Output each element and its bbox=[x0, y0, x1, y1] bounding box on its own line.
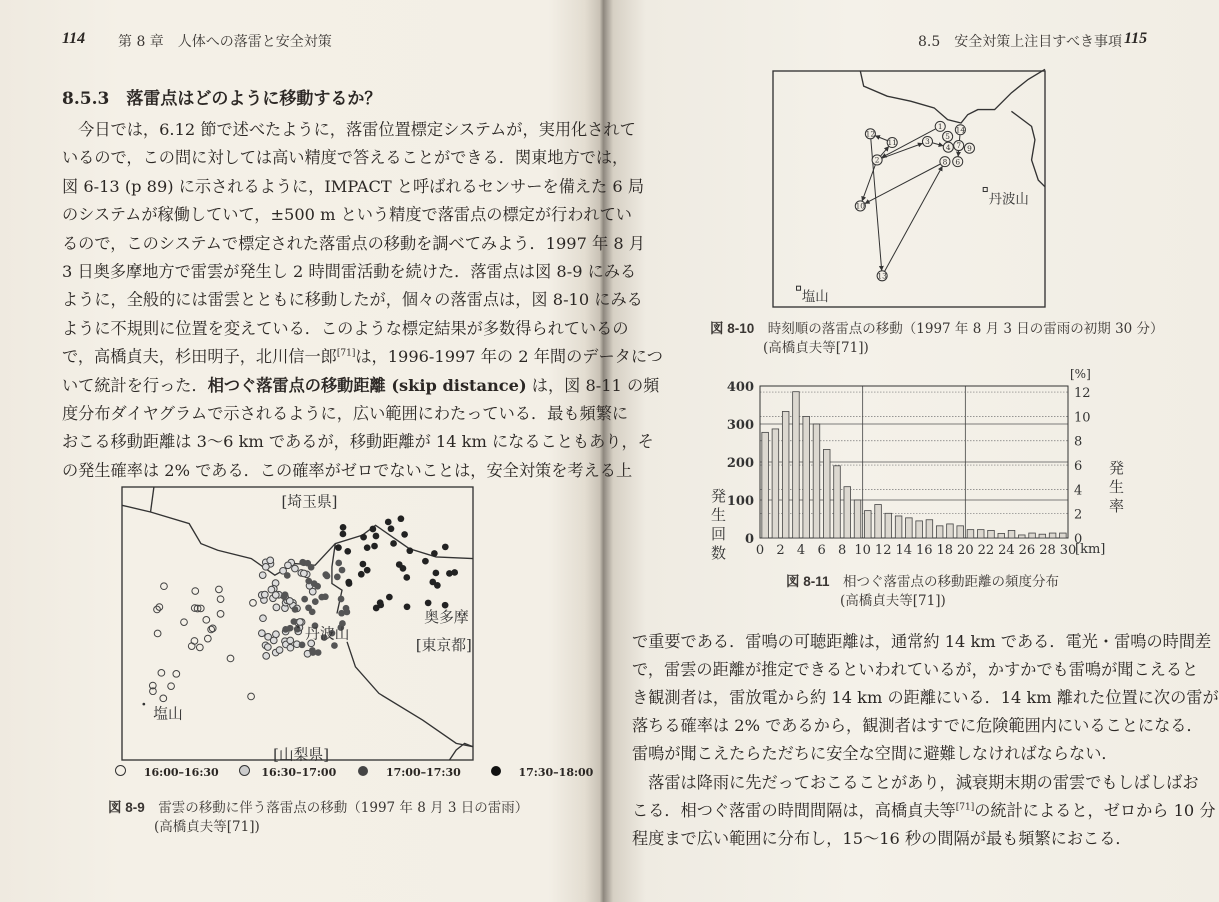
strike-17-30-18-00 bbox=[406, 547, 413, 554]
strike-16-30-17-00 bbox=[263, 653, 270, 660]
bar bbox=[1029, 533, 1036, 538]
bar bbox=[906, 518, 913, 538]
numbered-point bbox=[872, 155, 882, 165]
strike-16-00-16-30 bbox=[168, 683, 175, 690]
text-span: いて統計を行った． bbox=[62, 375, 208, 395]
point-number: 1 bbox=[937, 122, 943, 132]
label-yamanashi: [山梨県] bbox=[273, 746, 329, 764]
y-tick-label: 200 bbox=[726, 456, 754, 471]
numbered-point bbox=[887, 137, 897, 147]
body-line bbox=[62, 343, 663, 367]
y-tick-label: 400 bbox=[726, 380, 754, 395]
bar bbox=[813, 424, 820, 538]
citation-ref: [71] bbox=[336, 348, 356, 359]
strike-17-30-18-00 bbox=[364, 544, 371, 551]
strike-17-30-18-00 bbox=[404, 603, 411, 610]
x-tick-label: 16 bbox=[915, 543, 933, 558]
y2-tick-label: 6 bbox=[1074, 459, 1083, 475]
numbered-point bbox=[955, 125, 965, 135]
strike-17-30-18-00 bbox=[390, 540, 397, 547]
body-line bbox=[632, 825, 1142, 849]
bar bbox=[844, 487, 851, 538]
figure-8-11-caption bbox=[786, 570, 1059, 590]
strike-16-00-16-30 bbox=[158, 670, 165, 677]
strike-16-00-16-30 bbox=[161, 583, 168, 590]
text-span: 今日では，6.12 節で述べたように，落雷位置標定システムが，実用化されて bbox=[62, 120, 636, 139]
strike-17-00-17-30 bbox=[309, 608, 316, 615]
caption-label: 図 8-11 bbox=[786, 574, 830, 589]
body-line bbox=[632, 656, 1199, 680]
figure-8-9-legend bbox=[115, 765, 593, 779]
strike-17-30-18-00 bbox=[431, 550, 438, 557]
bar bbox=[916, 521, 923, 538]
strike-16-30-17-00 bbox=[276, 647, 283, 654]
numbered-point bbox=[865, 129, 875, 139]
strike-17-30-18-00 bbox=[433, 570, 440, 577]
bar bbox=[803, 416, 810, 538]
text-span: の発生確率は 2% である．この確率がゼロでないことは，安全対策を考える上 bbox=[62, 460, 633, 480]
strike-points bbox=[149, 515, 458, 701]
strike-17-00-17-30 bbox=[305, 578, 312, 585]
point-number: 11 bbox=[887, 138, 897, 148]
figure-8-10-map bbox=[773, 71, 1045, 307]
bar bbox=[936, 526, 943, 538]
strike-17-30-18-00 bbox=[425, 600, 432, 607]
body-line bbox=[62, 258, 637, 282]
strike-17-30-18-00 bbox=[442, 602, 449, 609]
strike-16-30-17-00 bbox=[270, 637, 277, 644]
bar bbox=[1008, 530, 1015, 538]
strike-16-00-16-30 bbox=[154, 630, 161, 637]
bar bbox=[895, 516, 902, 538]
strike-17-30-18-00 bbox=[345, 579, 352, 586]
text-span: こる．相つぐ落雷の時間間隔は，高橋貞夫等 bbox=[632, 800, 956, 820]
text-span: 度分布ダイヤグラムで示されるように，広い範囲にわたっている．最も頻繁に bbox=[62, 404, 629, 423]
strike-16-30-17-00 bbox=[273, 631, 280, 638]
strike-16-30-17-00 bbox=[273, 604, 280, 611]
bar bbox=[865, 511, 872, 538]
citation-ref: [71] bbox=[955, 802, 975, 813]
numbered-point bbox=[935, 121, 945, 131]
strike-16-30-17-00 bbox=[259, 572, 266, 579]
body-line bbox=[62, 315, 629, 339]
strike-17-30-18-00 bbox=[370, 526, 377, 533]
label-enzan: 塩山 bbox=[801, 289, 829, 305]
numbered-point bbox=[877, 271, 887, 281]
text-span: は，図 8-11 の頻 bbox=[526, 375, 660, 395]
body-line bbox=[62, 428, 654, 452]
bar bbox=[926, 520, 933, 538]
body-line bbox=[632, 628, 1212, 652]
strike-16-00-16-30 bbox=[203, 616, 210, 623]
figure-8-9-caption bbox=[108, 796, 528, 816]
caption-text: 時刻順の落雷点の移動（1997 年 8 月 3 日の雷雨の初期 30 分） bbox=[767, 321, 1164, 337]
strike-17-00-17-30 bbox=[292, 606, 299, 613]
strike-17-00-17-30 bbox=[314, 583, 321, 590]
text-span: おこる移動距離は 3〜6 km であるが，移動距離が 14 km になることもあり，そ bbox=[62, 432, 654, 452]
strike-17-00-17-30 bbox=[281, 593, 288, 600]
x-tick-label: 18 bbox=[936, 543, 954, 558]
numbered-point bbox=[953, 157, 963, 167]
numbered-point bbox=[940, 157, 950, 167]
legend-dark-dot-icon bbox=[358, 766, 368, 776]
body-line bbox=[632, 712, 1203, 736]
strike-16-00-16-30 bbox=[188, 643, 195, 650]
figure-8-10-source: (高橋貞夫等[71]) bbox=[763, 340, 869, 356]
strike-16-00-16-30 bbox=[196, 644, 203, 651]
body-line bbox=[62, 286, 643, 310]
strike-17-00-17-30 bbox=[291, 618, 298, 625]
body-line bbox=[632, 797, 1216, 821]
numbered-point bbox=[943, 131, 953, 141]
text-span: 落ちる確率は 2% であるから，観測者はすでに危険範囲内にいることになる． bbox=[632, 716, 1203, 736]
x-tick-label: 30 bbox=[1059, 543, 1077, 558]
strike-17-30-18-00 bbox=[358, 571, 365, 578]
text-span: いるので，この問に対しては高い精度で答えることができる．関東地方では， bbox=[62, 148, 629, 168]
label-tabayama: 丹波山 bbox=[305, 625, 350, 643]
strike-17-30-18-00 bbox=[401, 531, 408, 538]
y-axis-label: 発生回数 bbox=[709, 488, 727, 564]
movement-arrow bbox=[875, 136, 887, 141]
movement-arrow bbox=[865, 164, 940, 203]
text-span: のシステムが稼働していて，±500 m という精度で落雷点の標定が行われてい bbox=[62, 205, 632, 225]
text-span: るので，このシステムで標定された落雷点の移動を調べてみよう．1997 年 8 月 bbox=[62, 233, 645, 253]
strike-17-00-17-30 bbox=[324, 573, 331, 580]
page-number-left: 114 bbox=[62, 30, 86, 47]
x-tick-label: 20 bbox=[957, 543, 974, 558]
text-span: の統計によると，ゼロから 10 分 bbox=[974, 800, 1216, 820]
strike-16-30-17-00 bbox=[264, 644, 271, 651]
strike-16-00-16-30 bbox=[216, 586, 223, 593]
strike-17-00-17-30 bbox=[299, 642, 306, 649]
x-tick-label: 2 bbox=[776, 543, 785, 558]
movement-arrow bbox=[862, 165, 875, 201]
strike-16-30-17-00 bbox=[286, 598, 293, 605]
strike-17-30-18-00 bbox=[377, 599, 384, 606]
strike-17-30-18-00 bbox=[360, 561, 367, 568]
enzan-marker bbox=[797, 286, 801, 290]
movement-arrow bbox=[885, 166, 943, 271]
point-number: 13 bbox=[877, 271, 887, 281]
point-number: 6 bbox=[955, 157, 961, 167]
strike-17-00-17-30 bbox=[318, 594, 325, 601]
bar bbox=[967, 530, 974, 538]
y2-tick-label: 8 bbox=[1074, 434, 1083, 450]
strike-16-00-16-30 bbox=[217, 596, 224, 603]
strike-17-30-18-00 bbox=[388, 525, 395, 532]
movement-arrow bbox=[933, 143, 943, 146]
strike-17-00-17-30 bbox=[312, 598, 319, 605]
point-number: 3 bbox=[925, 137, 930, 147]
text-span: で，雷雲の距離が推定できるといわれているが，かすかでも雷鳴が聞こえると bbox=[632, 660, 1199, 680]
x-tick-label: 12 bbox=[874, 543, 892, 558]
y2-tick-label: 4 bbox=[1074, 483, 1083, 499]
running-head-right: 8.5 安全対策上注目すべき事項 bbox=[918, 34, 1122, 50]
strike-16-30-17-00 bbox=[268, 586, 275, 593]
legend-label: 17:00–17:30 bbox=[385, 766, 461, 779]
tabayama-marker bbox=[983, 187, 987, 191]
strike-17-30-18-00 bbox=[335, 544, 342, 551]
strike-17-30-18-00 bbox=[364, 567, 371, 574]
caption-text: 雷雲の移動に伴う落雷点の移動（1997 年 8 月 3 日の雷雨） bbox=[158, 800, 529, 816]
text-span: 3 日奥多摩地方で雷雲が発生し 2 時間雷活動を続けた．落雷点は図 8-9 にみる bbox=[62, 262, 637, 281]
strike-16-30-17-00 bbox=[258, 630, 265, 637]
point-number: 12 bbox=[865, 129, 876, 139]
bar bbox=[762, 432, 769, 538]
strike-17-30-18-00 bbox=[373, 605, 380, 612]
strike-17-30-18-00 bbox=[386, 594, 393, 601]
strike-16-00-16-30 bbox=[227, 655, 234, 662]
enzan-marker bbox=[142, 703, 145, 706]
strike-16-00-16-30 bbox=[173, 671, 180, 678]
body-line bbox=[62, 230, 645, 254]
map-boundaries bbox=[860, 69, 1045, 186]
x-tick-label: 28 bbox=[1039, 543, 1056, 558]
text-span: 図 6-13 (p 89) に示されるように，IMPACT と呼ばれるセンサーを備えた 6 局 bbox=[62, 176, 645, 196]
strike-17-30-18-00 bbox=[360, 534, 367, 541]
strike-17-00-17-30 bbox=[334, 574, 341, 581]
bar bbox=[875, 505, 882, 538]
body-line bbox=[62, 116, 636, 140]
numbered-point bbox=[922, 136, 932, 146]
bar bbox=[772, 429, 779, 538]
x-tick-label: 6 bbox=[817, 543, 826, 558]
text-span: で重要である．雷鳴の可聴距離は，通常約 14 km である．電光・雷鳴の時間差 bbox=[632, 632, 1212, 651]
strike-16-30-17-00 bbox=[262, 564, 269, 571]
strike-17-00-17-30 bbox=[343, 605, 350, 612]
text-span: 落雷は降雨に先だっておこることがあり，減衰期末期の雷雲でもしばしばお bbox=[632, 772, 1199, 792]
strike-16-00-16-30 bbox=[160, 695, 167, 702]
bar bbox=[1039, 534, 1046, 538]
point-number: 9 bbox=[967, 143, 972, 153]
strike-17-30-18-00 bbox=[396, 561, 403, 568]
figure-8-9-source: (高橋貞夫等[71]) bbox=[154, 819, 260, 835]
strike-17-30-18-00 bbox=[340, 531, 347, 538]
x-tick-label: 8 bbox=[837, 543, 847, 558]
bar bbox=[977, 530, 984, 538]
legend-open-circle-icon bbox=[115, 765, 126, 776]
text-span: で，高橋貞夫，杉田明子，北川信一郎 bbox=[62, 347, 337, 367]
caption-text: 相つぐ落雷点の移動距離の頻度分布 bbox=[843, 574, 1060, 590]
y-tick-label: 300 bbox=[726, 418, 754, 433]
bar bbox=[834, 466, 841, 538]
legend-label: 17:30–18:00 bbox=[518, 766, 594, 779]
y2-tick-label: 12 bbox=[1074, 386, 1091, 402]
strike-16-30-17-00 bbox=[297, 619, 304, 626]
strike-17-30-18-00 bbox=[340, 524, 347, 531]
label-okutama: 奥多摩 bbox=[424, 608, 469, 626]
legend-black-dot-icon bbox=[491, 766, 501, 776]
bar bbox=[957, 526, 964, 538]
y2-tick-label: 2 bbox=[1074, 507, 1083, 523]
caption-label: 図 8-10 bbox=[710, 321, 755, 336]
map-frame bbox=[773, 71, 1045, 307]
point-number: 7 bbox=[956, 141, 962, 151]
y-tick-label: 100 bbox=[726, 494, 754, 509]
figure-8-11-chart bbox=[700, 360, 1125, 564]
point-number: 5 bbox=[945, 132, 950, 142]
point-number: 8 bbox=[942, 157, 948, 167]
strike-16-00-16-30 bbox=[217, 611, 224, 618]
strike-16-00-16-30 bbox=[181, 619, 188, 626]
point-number: 2 bbox=[874, 155, 880, 165]
label-tokyo: [東京都] bbox=[415, 637, 472, 655]
strike-17-30-18-00 bbox=[442, 544, 449, 551]
x-tick-label: 24 bbox=[998, 543, 1015, 558]
x-tick-label: 26 bbox=[1018, 543, 1036, 558]
bar bbox=[1049, 533, 1056, 538]
strike-17-30-18-00 bbox=[385, 519, 392, 526]
strike-16-00-16-30 bbox=[204, 635, 211, 642]
x-tick-label: 4 bbox=[796, 543, 806, 558]
legend-label: 16:00–16:30 bbox=[143, 766, 219, 779]
strike-17-00-17-30 bbox=[339, 567, 346, 574]
figure-8-10-caption bbox=[710, 317, 1164, 337]
strike-16-30-17-00 bbox=[287, 644, 294, 651]
y2-unit-label: [%] bbox=[1070, 367, 1091, 381]
strike-17-00-17-30 bbox=[335, 560, 342, 567]
page-number-right: 115 bbox=[1124, 30, 1148, 47]
legend-label: 16:30–17:00 bbox=[261, 766, 337, 779]
strike-16-00-16-30 bbox=[248, 693, 255, 700]
x-tick-label: 22 bbox=[977, 543, 995, 558]
label-tabayama: 丹波山 bbox=[988, 192, 1029, 208]
bar bbox=[998, 533, 1005, 538]
strike-16-00-16-30 bbox=[192, 588, 199, 595]
bold-term: 相つぐ落雷点の移動距離 (skip distance) bbox=[207, 375, 527, 395]
strike-17-00-17-30 bbox=[301, 596, 308, 603]
legend-grey-circle-icon bbox=[239, 765, 250, 776]
strike-16-30-17-00 bbox=[261, 591, 268, 598]
strike-17-00-17-30 bbox=[304, 560, 311, 567]
strike-17-00-17-30 bbox=[287, 625, 294, 632]
y-tick-label: 0 bbox=[744, 532, 754, 547]
text-span: ように不規則に位置を変えている．このような標定結果が多数得られているの bbox=[62, 318, 629, 338]
text-span: 程度まで広い範囲に分布し，15〜16 秒の間隔が最も頻繁におこる． bbox=[632, 828, 1132, 848]
label-saitama: [埼玉県] bbox=[281, 493, 338, 511]
strike-17-30-18-00 bbox=[422, 558, 429, 565]
numbered-point bbox=[943, 142, 953, 152]
bar bbox=[823, 449, 830, 538]
y2-axis-label: 発生率 bbox=[1107, 460, 1125, 517]
figure-8-11-source: (高橋貞夫等[71]) bbox=[840, 593, 946, 609]
strike-16-30-17-00 bbox=[287, 637, 294, 644]
body-line bbox=[62, 144, 629, 168]
bar bbox=[854, 500, 861, 538]
body-line bbox=[632, 684, 1219, 708]
figure-8-9-map bbox=[122, 487, 473, 764]
body-line bbox=[62, 372, 660, 396]
label-enzan: 塩山 bbox=[153, 705, 183, 723]
strike-16-00-16-30 bbox=[250, 600, 257, 607]
x-tick-label: 10 bbox=[854, 543, 871, 558]
numbered-strike-points bbox=[855, 121, 974, 280]
point-number: 14 bbox=[955, 125, 966, 135]
x-unit-label: [km] bbox=[1075, 542, 1106, 557]
strike-16-30-17-00 bbox=[292, 565, 299, 572]
point-number: 10 bbox=[855, 201, 866, 211]
strike-16-30-17-00 bbox=[267, 557, 274, 564]
x-tick-label: 14 bbox=[895, 543, 913, 558]
strike-16-30-17-00 bbox=[285, 562, 292, 569]
text-span: は，1996-1997 年の 2 年間のデータにつ bbox=[355, 347, 663, 367]
bar bbox=[988, 530, 995, 538]
bar bbox=[1060, 533, 1067, 538]
body-line bbox=[62, 201, 632, 225]
strike-17-00-17-30 bbox=[338, 610, 345, 617]
text-span: 雷鳴が聞こえたらただちに安全な空間に避難しなければならない． bbox=[632, 744, 1118, 764]
strike-17-00-17-30 bbox=[331, 642, 338, 649]
bar bbox=[1019, 535, 1026, 538]
x-tick-label: 0 bbox=[755, 543, 765, 558]
section-heading: 8.5.3 落雷点はどのように移動するか？ bbox=[62, 89, 382, 109]
bar bbox=[947, 524, 954, 538]
bar bbox=[885, 513, 892, 538]
y2-tick-label: 0 bbox=[1074, 532, 1083, 547]
strike-17-30-18-00 bbox=[403, 574, 410, 581]
strike-17-30-18-00 bbox=[398, 515, 405, 522]
tabayama-marker bbox=[297, 625, 300, 628]
numbered-point bbox=[964, 143, 974, 153]
body-line bbox=[632, 740, 1142, 764]
strike-16-30-17-00 bbox=[260, 615, 267, 622]
text-span: き観測者は，雷放電から約 14 km の距離にいる．14 km 離れた位置に次の雷が bbox=[632, 688, 1219, 708]
strike-17-00-17-30 bbox=[310, 649, 317, 656]
strike-17-30-18-00 bbox=[373, 533, 380, 540]
body-line bbox=[62, 457, 633, 481]
strike-17-00-17-30 bbox=[338, 596, 345, 603]
strike-16-30-17-00 bbox=[301, 570, 308, 577]
strike-17-30-18-00 bbox=[344, 548, 351, 555]
strike-17-00-17-30 bbox=[284, 572, 291, 579]
text-span: ように，全般的には雷雲とともに移動したが，個々の落雷点は，図 8-10 にみる bbox=[62, 290, 643, 310]
caption-label: 図 8-9 bbox=[108, 800, 145, 815]
running-head-left: 第 8 章 人体への落雷と安全対策 bbox=[118, 34, 332, 50]
body-line bbox=[62, 173, 645, 197]
numbered-point bbox=[855, 201, 865, 211]
numbered-point bbox=[954, 140, 964, 150]
strike-17-30-18-00 bbox=[434, 582, 441, 589]
body-line bbox=[62, 400, 629, 424]
point-number: 4 bbox=[945, 142, 951, 152]
y2-tick-label: 10 bbox=[1074, 410, 1091, 426]
strike-17-30-18-00 bbox=[451, 569, 458, 576]
bar bbox=[793, 392, 800, 538]
strike-17-30-18-00 bbox=[371, 543, 378, 550]
body-line bbox=[632, 769, 1199, 793]
bar bbox=[782, 411, 789, 538]
